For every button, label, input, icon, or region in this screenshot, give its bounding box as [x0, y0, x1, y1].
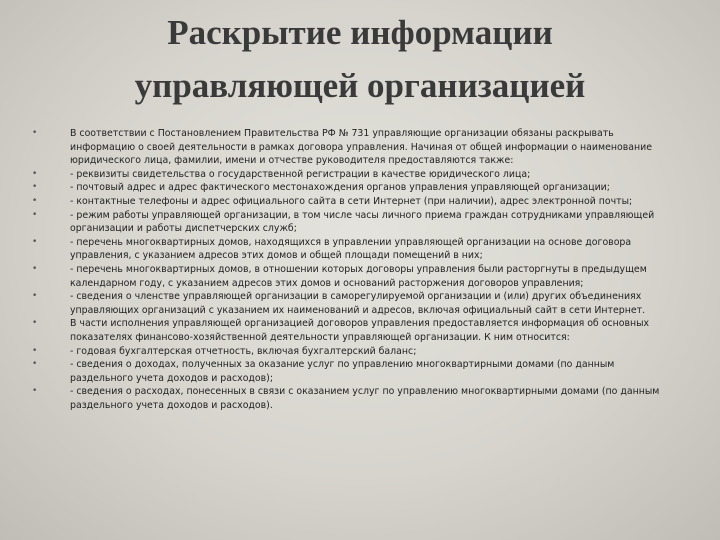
- bullet-item-contacts: • - контактные телефоны и адрес официального сайта в сети Интернет (при наличии), адрес электронной почты;: [32, 195, 662, 209]
- slide-title-line-1: Раскрытие информации: [167, 13, 553, 52]
- bullet-item-postal-address: • - почтовый адрес и адрес фактического местонахождения органов управления управляющей организации;: [32, 181, 662, 195]
- bullet-item-annual-report: • - годовая бухгалтерская отчетность, включая бухгалтерский баланс;: [32, 345, 662, 359]
- slide-title: [0, 6, 720, 112]
- bullet-item-income: • - сведения о доходах, полученных за оказание услуг по управлению многоквартирными домами (по данным раздельного учета доходов и расходов);: [32, 358, 662, 385]
- bullet-list: [32, 127, 662, 412]
- bullet-item-work-hours: • - режим работы управляющей организации, в том числе часы личного приема граждан сотрудниками управляющей организации и работы диспетчерских служб;: [32, 209, 662, 236]
- bullet-item-expenses: • - сведения о расходах, понесенных в связи с оказанием услуг по управлению многоквартирными домами (по данным раздельного учета доходов и расходов).: [32, 385, 662, 412]
- slide-title-line-2: управляющей организацией: [134, 66, 586, 105]
- bullet-item-intro: • В соответствии с Постановлением Правительства РФ № 731 управляющие организации обязаны раскрывать информацию о своей деятельности в рамках договора управления. Начиная от общей информации о наименование юридического лица, фамилии, имени и отчестве руководителя предоставляются также:: [32, 127, 662, 168]
- bullet-item-terminated-contracts: • - перечень многоквартирных домов, в отношении которых договоры управления были расторгнуты в предыдущем календарном году, с указанием адресов этих домов и оснований расторжения договоров управления;: [32, 263, 662, 290]
- bullet-item-financial-intro: • В части исполнения управляющей организацией договоров управления предоставляется информация об основных показателях финансово-хозяйственной деятельности управляющей организации. К ним относится:: [32, 317, 662, 344]
- bullet-item-managed-houses: • - перечень многоквартирных домов, находящихся в управлении управляющей организации на основе договора управления, с указанием адресов этих домов и общей площади помещений в них;: [32, 236, 662, 263]
- bullet-item-membership: • - сведения о членстве управляющей организации в саморегулируемой организации и (или) других объединениях управляющих организаций с указанием их наименований и адресов, включая официальный сайт в сети Интернет.: [32, 290, 662, 317]
- bullet-item-registration: • - реквизиты свидетельства о государственной регистрации в качестве юридического лица;: [32, 168, 662, 182]
